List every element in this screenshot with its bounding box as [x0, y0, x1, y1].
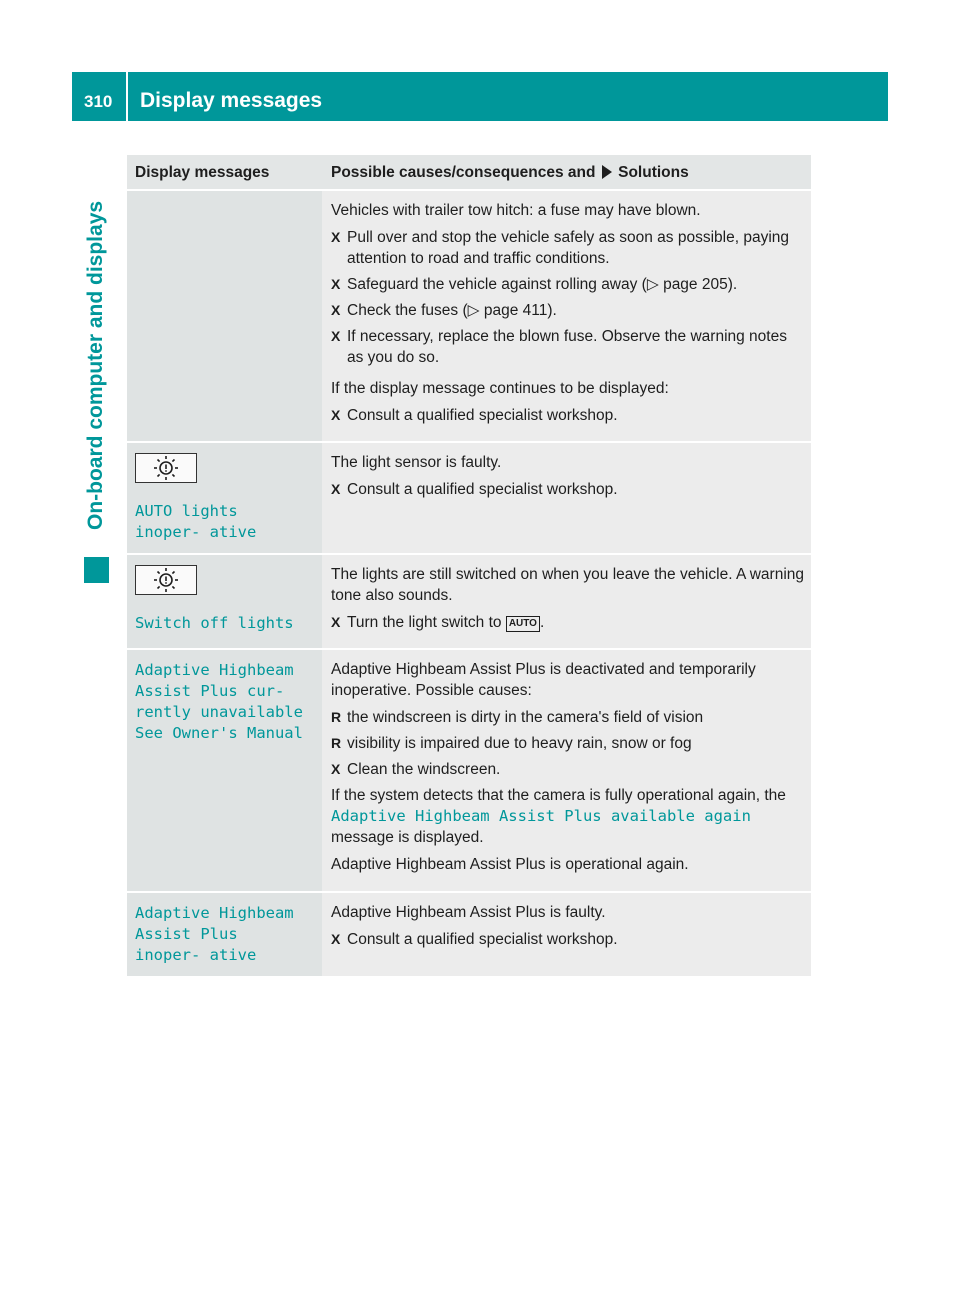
- step-item: [331, 300, 805, 321]
- row-outro: Adaptive Highbeam Assist Plus is operational again.: [331, 856, 689, 873]
- row-detect-note: [331, 785, 805, 848]
- page-header: [72, 72, 888, 121]
- step-marker-icon: X: [331, 931, 341, 947]
- step-text: If necessary, replace the blown fuse. Observe the warning notes as you do so.: [347, 328, 787, 366]
- step-text: Check the fuses (▷ page 411).: [347, 302, 557, 319]
- step-text: Safeguard the vehicle against rolling away (▷ page 205).: [347, 276, 738, 293]
- solutions-arrow-icon: [602, 165, 612, 179]
- display-message-text: Adaptive Highbeam Assist Plus inoper- ative: [135, 904, 294, 964]
- cause-item: [331, 707, 805, 728]
- side-section-marker: [84, 557, 109, 583]
- step-text: Turn the light switch to: [347, 614, 502, 631]
- step-marker-icon: X: [331, 481, 341, 497]
- col-header-causes: [322, 155, 811, 190]
- step-item: [331, 479, 805, 500]
- display-message-inline: Adaptive Highbeam Assist Plus available again: [331, 807, 751, 825]
- message-cell: [127, 442, 322, 554]
- cause-marker-icon: R: [331, 709, 342, 725]
- row-intro: The light sensor is faulty.: [331, 454, 502, 471]
- solution-cell: [322, 554, 811, 649]
- step-item: [331, 612, 805, 633]
- step-marker-icon: X: [331, 302, 341, 318]
- step-item: [331, 326, 805, 368]
- message-cell: [127, 554, 322, 649]
- step-text: Consult a qualified specialist workshop.: [347, 481, 618, 498]
- cause-text: the windscreen is dirty in the camera's field of vision: [347, 709, 704, 726]
- step-suffix: .: [539, 614, 545, 631]
- display-messages-table: [127, 155, 811, 978]
- step-marker-icon: X: [331, 276, 341, 292]
- cause-marker-icon: R: [331, 735, 342, 751]
- detect-suffix: message is displayed.: [331, 829, 484, 846]
- step-marker-icon: X: [331, 229, 341, 245]
- display-message-text: Switch off lights: [135, 614, 294, 632]
- col-header-solutions: Solutions: [618, 163, 689, 181]
- page-number: 310: [84, 92, 113, 111]
- cause-text: visibility is impaired due to heavy rain, snow or fog: [347, 735, 692, 752]
- step-text: Consult a qualified specialist workshop.: [347, 931, 618, 948]
- solution-cell: [322, 190, 811, 442]
- row-intro: Adaptive Highbeam Assist Plus is faulty.: [331, 904, 606, 921]
- table-row: [127, 554, 811, 649]
- step-item: [331, 405, 805, 426]
- cause-item: [331, 733, 805, 754]
- auto-light-switch-icon: AUTO: [506, 616, 540, 632]
- step-item: [331, 929, 805, 950]
- table-row: [127, 190, 811, 442]
- display-message-text: Adaptive Highbeam Assist Plus cur- rently unavailable See Owner's Manual: [135, 661, 303, 742]
- step-text: Consult a qualified specialist workshop.: [347, 407, 618, 424]
- table-header-row: [127, 155, 811, 190]
- solution-cell: [322, 442, 811, 554]
- detect-text: If the system detects that the camera is fully operational again, the: [331, 787, 786, 804]
- step-text: Pull over and stop the vehicle safely as soon as possible, paying attention to road and traffic conditions.: [347, 229, 790, 267]
- table-row: [127, 442, 811, 554]
- header-title: Display messages: [140, 89, 323, 112]
- solution-cell: [322, 892, 811, 977]
- message-cell: [127, 892, 322, 977]
- message-cell: [127, 649, 322, 892]
- row-intro: Adaptive Highbeam Assist Plus is deactivated and temporarily inoperative. Possible causes:: [331, 661, 756, 699]
- step-marker-icon: X: [331, 328, 341, 344]
- display-message-text: AUTO lights inoper- ative: [135, 502, 257, 541]
- step-marker-icon: X: [331, 761, 341, 777]
- step-item: [331, 274, 805, 295]
- step-marker-icon: X: [331, 614, 341, 630]
- col-header-causes-text: Possible causes/consequences and: [331, 163, 596, 181]
- solution-cell: [322, 649, 811, 892]
- header-divider: [126, 72, 128, 121]
- side-section-label: On-board computer and displays: [84, 200, 107, 530]
- step-item: [331, 227, 805, 269]
- table-row: [127, 649, 811, 892]
- step-item: [331, 759, 805, 780]
- light-sensor-warning-icon: [135, 565, 197, 595]
- table-row: [127, 892, 811, 977]
- col-header-messages: Display messages: [127, 155, 322, 190]
- row-followup: If the display message continues to be displayed:: [331, 380, 669, 397]
- row-intro: The lights are still switched on when you leave the vehicle. A warning tone also sounds.: [331, 566, 805, 604]
- row-intro: Vehicles with trailer tow hitch: a fuse may have blown.: [331, 202, 701, 219]
- step-marker-icon: X: [331, 407, 341, 423]
- step-text: Clean the windscreen.: [347, 761, 501, 778]
- light-sensor-warning-icon: [135, 453, 197, 483]
- message-cell: [127, 190, 322, 442]
